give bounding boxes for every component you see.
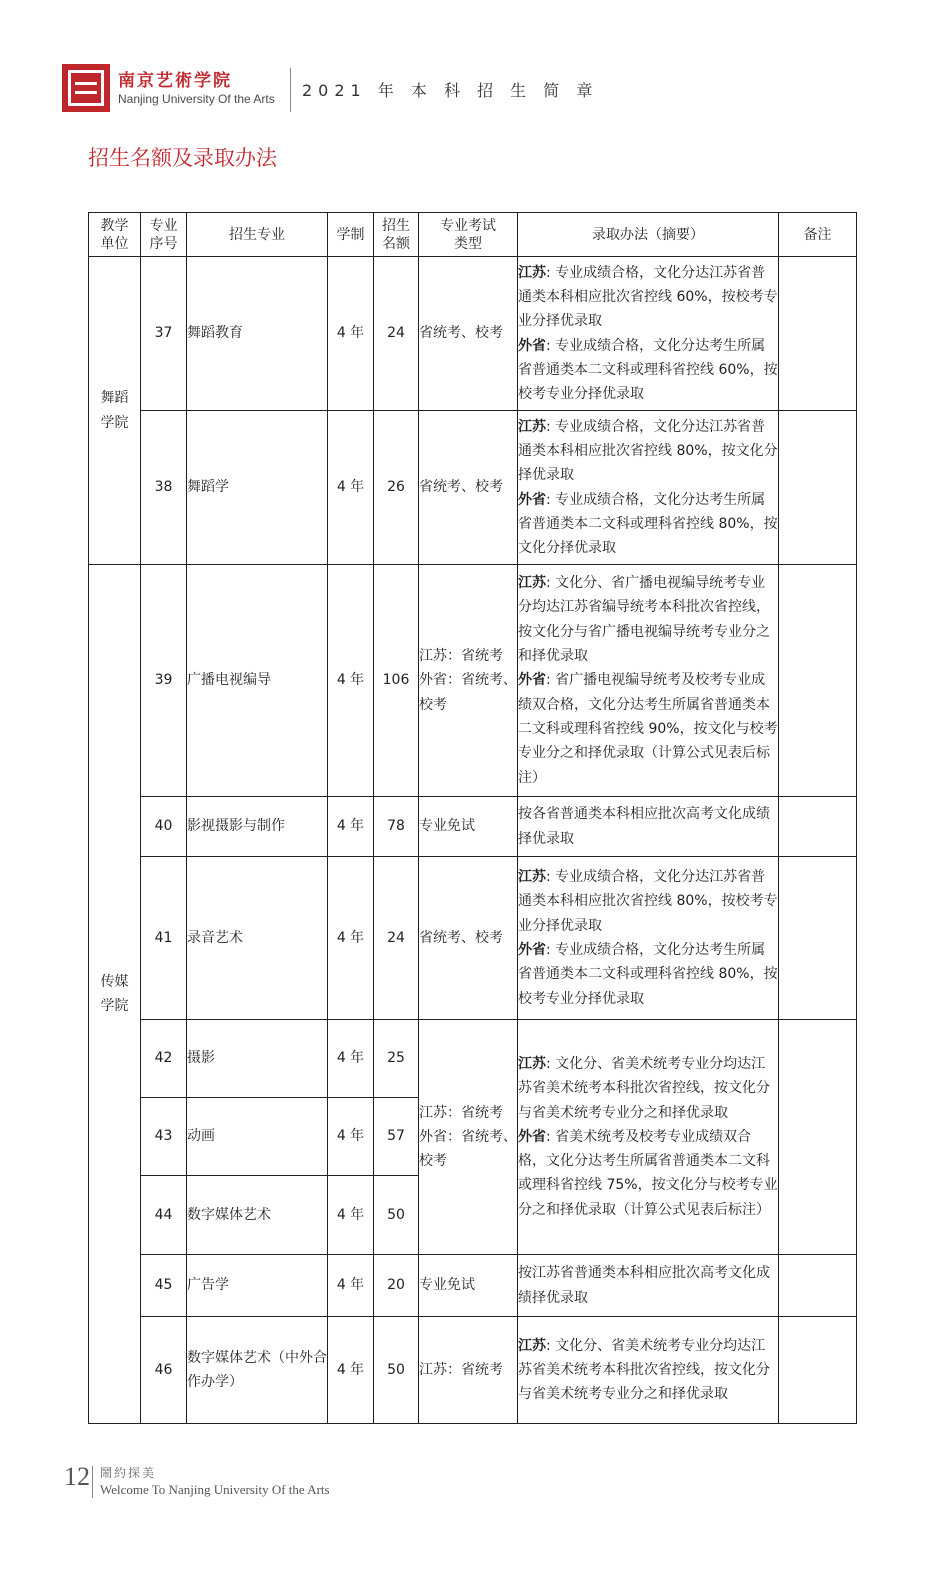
seq-cell: 38	[141, 411, 187, 565]
duration-cell: 4 年	[328, 1176, 374, 1255]
section-title: 招生名额及录取办法	[88, 146, 277, 170]
header-quota: 招生 名额	[374, 213, 419, 257]
admission-table	[88, 212, 857, 1424]
header-seq: 专业 序号	[141, 213, 187, 257]
quota-cell: 106	[374, 565, 419, 797]
footer-divider	[92, 1466, 93, 1498]
seq-cell: 40	[141, 797, 187, 857]
quota-cell: 24	[374, 857, 419, 1020]
header-exam: 专业考试 类型	[419, 213, 518, 257]
exam-cell: 专业免试	[419, 1255, 518, 1317]
major-cell: 数字媒体艺术（中外合作办学）	[187, 1317, 328, 1424]
major-cell: 舞蹈教育	[187, 257, 328, 411]
major-cell: 动画	[187, 1098, 328, 1176]
quota-cell: 25	[374, 1020, 419, 1098]
method-cell: 江苏: 文化分、省广播电视编导统考专业分均达江苏省编导统考本科批次省控线，按文化分与省广播电视编导统考专业分之和择优录取 外省: 省广播电视编导统考及校考专业成绩双合格，文化分达考生所属省普通类本二文科或理科省控线 90%，按文化与校考专业分之和择优录取（计算公式见表后标注）	[518, 565, 779, 797]
unit-dance: 舞蹈 学院	[89, 257, 141, 565]
exam-cell: 省统考、校考	[419, 857, 518, 1020]
method-cell: 江苏: 专业成绩合格，文化分达江苏省普通类本科相应批次省控线 80%，按校考专业分择优录取 外省: 专业成绩合格，文化分达考生所属省普通类本二文科或理科省控线 80%，按校考专业分择优录取	[518, 857, 779, 1020]
duration-cell: 4 年	[328, 565, 374, 797]
exam-cell: 江苏：省统考	[419, 1317, 518, 1424]
seq-cell: 41	[141, 857, 187, 1020]
remark-cell	[779, 857, 857, 1020]
seq-cell: 39	[141, 565, 187, 797]
duration-cell: 4 年	[328, 1317, 374, 1424]
duration-cell: 4 年	[328, 1098, 374, 1176]
table-header-row	[89, 213, 857, 257]
remark-cell	[779, 797, 857, 857]
header-remark: 备注	[779, 213, 857, 257]
major-cell: 广告学	[187, 1255, 328, 1317]
major-cell: 数字媒体艺术	[187, 1176, 328, 1255]
table-row	[89, 857, 857, 1020]
page-number: 12	[64, 1462, 90, 1491]
document-title: 2021 年 本 科 招 生 简 章	[302, 81, 599, 100]
header-unit: 教学 单位	[89, 213, 141, 257]
logo-chinese-name: 南京艺術学院	[118, 71, 232, 91]
quota-cell: 24	[374, 257, 419, 411]
remark-cell	[779, 1255, 857, 1317]
table-row	[89, 1020, 857, 1098]
seq-cell: 42	[141, 1020, 187, 1098]
seq-cell: 44	[141, 1176, 187, 1255]
header-major: 招生专业	[187, 213, 328, 257]
duration-cell: 4 年	[328, 257, 374, 411]
table-row	[89, 1317, 857, 1424]
major-cell: 录音艺术	[187, 857, 328, 1020]
quota-cell: 78	[374, 797, 419, 857]
method-cell: 江苏: 专业成绩合格，文化分达江苏省普通类本科相应批次省控线 80%，按文化分择优录取 外省: 专业成绩合格，文化分达考生所属省普通类本二文科或理科省控线 80%，按文化分择优录取	[518, 411, 779, 565]
seq-cell: 37	[141, 257, 187, 411]
remark-cell	[779, 1317, 857, 1424]
major-cell: 摄影	[187, 1020, 328, 1098]
table-row	[89, 411, 857, 565]
remark-cell	[779, 257, 857, 411]
seq-cell: 43	[141, 1098, 187, 1176]
logo-english-name: Nanjing University Of the Arts	[118, 92, 275, 106]
duration-cell: 4 年	[328, 411, 374, 565]
university-seal-logo	[62, 64, 110, 112]
footer-tagline-cn: 鬧約探美	[100, 1466, 157, 1480]
exam-cell: 省统考、校考	[419, 411, 518, 565]
quota-cell: 26	[374, 411, 419, 565]
method-cell: 江苏: 专业成绩合格，文化分达江苏省普通类本科相应批次省控线 60%，按校考专业分择优录取 外省: 专业成绩合格，文化分达考生所属省普通类本二文科或理科省控线 60%，按校考专业分择优录取	[518, 257, 779, 411]
quota-cell: 50	[374, 1317, 419, 1424]
remark-cell	[779, 411, 857, 565]
header-duration: 学制	[328, 213, 374, 257]
method-cell-group: 江苏: 文化分、省美术统考专业分均达江苏省美术统考本科批次省控线，按文化分与省美术统考专业分之和择优录取 外省: 省美术统考及校考专业成绩双合格，文化分达考生所属省普通类本二文科或理科省控线 75%，按文化分与校考专业分之和择优录取（计算公式见表后标注）	[518, 1020, 779, 1255]
remark-cell-group	[779, 1020, 857, 1255]
exam-cell: 省统考、校考	[419, 257, 518, 411]
duration-cell: 4 年	[328, 797, 374, 857]
footer-tagline-en: Welcome To Nanjing University Of the Arts	[100, 1482, 330, 1497]
table-row	[89, 1255, 857, 1317]
duration-cell: 4 年	[328, 1020, 374, 1098]
table-row	[89, 257, 857, 411]
header-divider	[290, 68, 291, 112]
major-cell: 影视摄影与制作	[187, 797, 328, 857]
page-header	[62, 64, 882, 116]
method-cell: 按江苏省普通类本科相应批次高考文化成绩择优录取	[518, 1255, 779, 1317]
exam-cell-group: 江苏：省统考 外省：省统考、校考	[419, 1020, 518, 1255]
quota-cell: 50	[374, 1176, 419, 1255]
exam-cell: 江苏：省统考 外省：省统考、校考	[419, 565, 518, 797]
method-cell: 按各省普通类本科相应批次高考文化成绩择优录取	[518, 797, 779, 857]
quota-cell: 57	[374, 1098, 419, 1176]
exam-cell: 专业免试	[419, 797, 518, 857]
table-row	[89, 797, 857, 857]
seq-cell: 45	[141, 1255, 187, 1317]
major-cell: 舞蹈学	[187, 411, 328, 565]
unit-media: 传媒 学院	[89, 565, 141, 1424]
major-cell: 广播电视编导	[187, 565, 328, 797]
quota-cell: 20	[374, 1255, 419, 1317]
table-row	[89, 565, 857, 797]
seq-cell: 46	[141, 1317, 187, 1424]
remark-cell	[779, 565, 857, 797]
method-cell: 江苏: 文化分、省美术统考专业分均达江苏省美术统考本科批次省控线，按文化分与省美术统考专业分之和择优录取	[518, 1317, 779, 1424]
duration-cell: 4 年	[328, 1255, 374, 1317]
duration-cell: 4 年	[328, 857, 374, 1020]
header-method: 录取办法（摘要）	[518, 213, 779, 257]
